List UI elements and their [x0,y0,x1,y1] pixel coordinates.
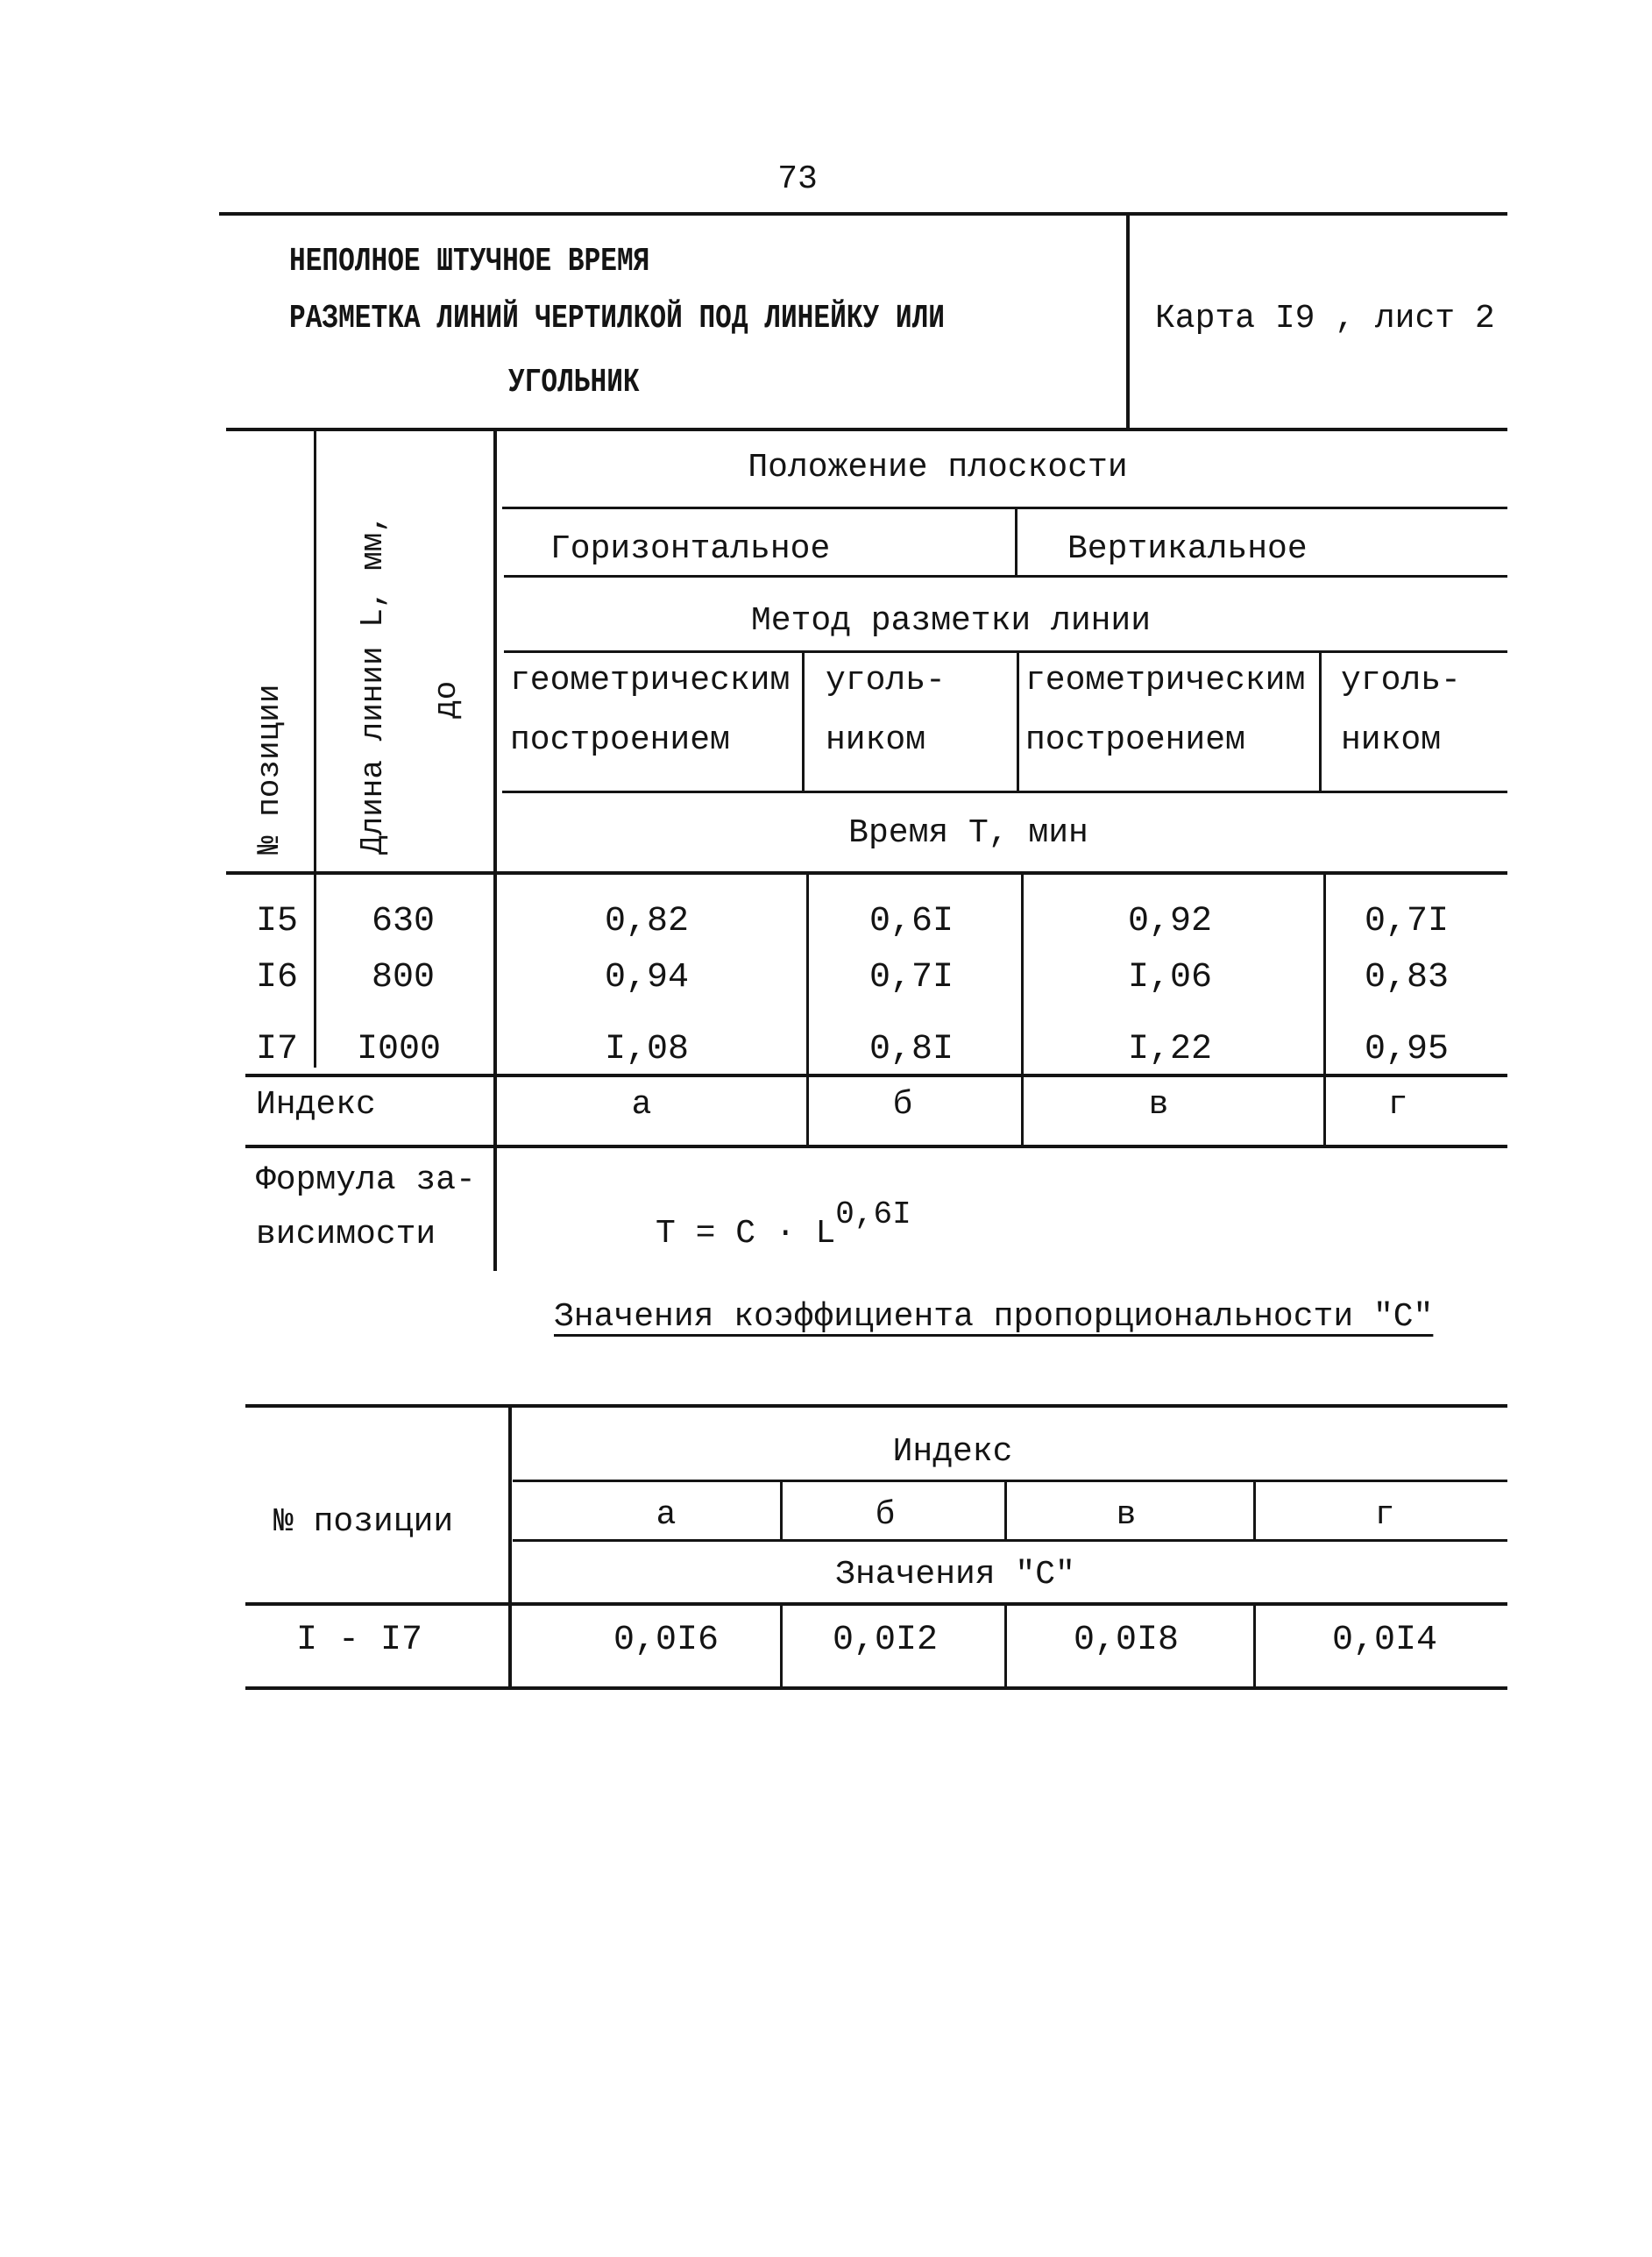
sep-data-v-g [1323,873,1326,1146]
sep-method-v-g [1319,652,1322,791]
col-header-length-to: до [429,680,464,719]
cell-length: 800 [371,958,436,997]
coef-value-a: 0,0I6 [613,1621,720,1660]
col-sep-position [314,429,316,1068]
cell-length: 630 [371,902,436,941]
index-label: Индекс [256,1086,376,1124]
cell-length: I000 [356,1030,442,1069]
header-title-line3: УГОЛЬНИК [508,364,640,401]
cell-time-v: I,06 [1127,958,1213,997]
formula [656,1196,911,1253]
cell-time-a: 0,94 [604,958,690,997]
coef-index-b: б [875,1496,896,1534]
method-g-line2: ником [1341,721,1442,759]
formula-label-line2: висимости [256,1216,436,1253]
rule-index-bottom [245,1145,1507,1148]
index-b: б [892,1086,913,1124]
cell-time-g: 0,7I [1364,902,1450,941]
cell-time-a: 0,82 [604,902,690,941]
coef-sep-a-b [780,1604,783,1688]
rule-data-top [226,871,1507,875]
sep-horiz-vert [1015,508,1017,577]
formula-exponent: 0,6I [835,1196,911,1232]
coef-value-g: 0,0I4 [1331,1621,1438,1660]
header-card-info: Карта I9 , лист 2 [1155,300,1495,337]
method-header: Метод разметки линии [750,602,1152,640]
coef-col-position: № позиции [273,1503,454,1541]
method-b-line2: ником [826,721,926,759]
cell-position: I6 [256,958,299,997]
index-g: г [1387,1086,1408,1124]
cell-time-b: 0,7I [869,958,954,997]
coef-sep-a-b-top [780,1481,783,1541]
rule-under-method-cols [502,791,1507,793]
header-top-rule [219,212,1507,216]
cell-time-g: 0,95 [1364,1030,1450,1069]
rule-under-orientation [504,575,1507,578]
cell-time-b: 0,8I [869,1030,954,1069]
col-header-length-unit: , мм, [355,514,391,609]
coef-sep-b-v [1004,1604,1007,1688]
formula-symbol: L [815,1215,836,1253]
coef-col-sep [508,1406,512,1688]
plane-position-header: Положение плоскости [748,449,1128,486]
vertical-header: Вертикальное [1067,530,1308,568]
method-a-line2: построением [510,721,730,759]
cell-position: I7 [256,1030,299,1069]
header-title-line2: РАЗМЕТКА ЛИНИЙ ЧЕРТИЛКОЙ ПОД ЛИНЕЙКУ ИЛИ [289,300,945,337]
coef-value-b: 0,0I2 [832,1621,939,1660]
coef-value-v: 0,0I8 [1073,1621,1180,1660]
coef-rule-under-letters [513,1539,1507,1542]
index-v: в [1148,1086,1169,1124]
coef-sep-v-g-top [1253,1481,1256,1541]
method-v-line1: геометрическим [1025,662,1306,699]
coef-sep-v-g [1253,1604,1256,1688]
cell-time-v: I,22 [1127,1030,1213,1069]
coef-rule-under-index [513,1480,1507,1482]
rule-index-top [245,1074,1507,1077]
cell-time-g: 0,83 [1364,958,1450,997]
coef-range: I - I7 [296,1621,423,1660]
sep-method-a-b [802,652,805,791]
coef-index-g: г [1374,1496,1395,1534]
formula-lhs: Т = С · [656,1215,796,1253]
method-v-line2: построением [1025,721,1245,759]
sep-method-b-v [1017,652,1019,791]
coef-index-header: Индекс [892,1433,1013,1471]
coef-index-a: а [656,1496,677,1534]
cell-time-a: I,08 [604,1030,690,1069]
formula-label-line1: Формула за- [256,1161,476,1199]
col-header-position: № позиции [252,684,287,855]
coef-sep-b-v-top [1004,1481,1007,1541]
cell-position: I5 [256,902,299,941]
cell-time-v: 0,92 [1127,902,1213,941]
index-a: а [631,1086,652,1124]
sep-data-a-b [806,873,809,1146]
coef-values-header: Значения "С" [835,1556,1075,1593]
method-g-line1: уголь- [1341,662,1461,699]
horizontal-header: Горизонтальное [550,530,831,568]
coef-rule-bottom [245,1686,1507,1690]
method-b-line1: уголь- [826,662,946,699]
coef-rule-data-top [245,1602,1507,1606]
rule-under-method [504,650,1507,653]
method-a-line1: геометрическим [510,662,791,699]
page-number: 73 [777,160,818,198]
time-header: Время Т, мин [848,814,1088,852]
cell-time-b: 0,6I [869,902,954,941]
header-title-line1: НЕПОЛНОЕ ШТУЧНОЕ ВРЕМЯ [289,243,650,280]
col-header-length [355,514,391,855]
sep-data-b-v [1021,873,1024,1146]
col-header-length-label: Длина линии [355,646,391,855]
header-divider [1126,212,1130,429]
coef-title: Значения коэффициента пропорциональности "С" [554,1298,1434,1336]
coef-rule-top [245,1404,1507,1408]
rule-under-plane [502,507,1507,509]
header-bottom-rule [226,428,1507,431]
coef-index-v: в [1116,1496,1137,1534]
col-header-length-symbol: L [355,608,391,628]
